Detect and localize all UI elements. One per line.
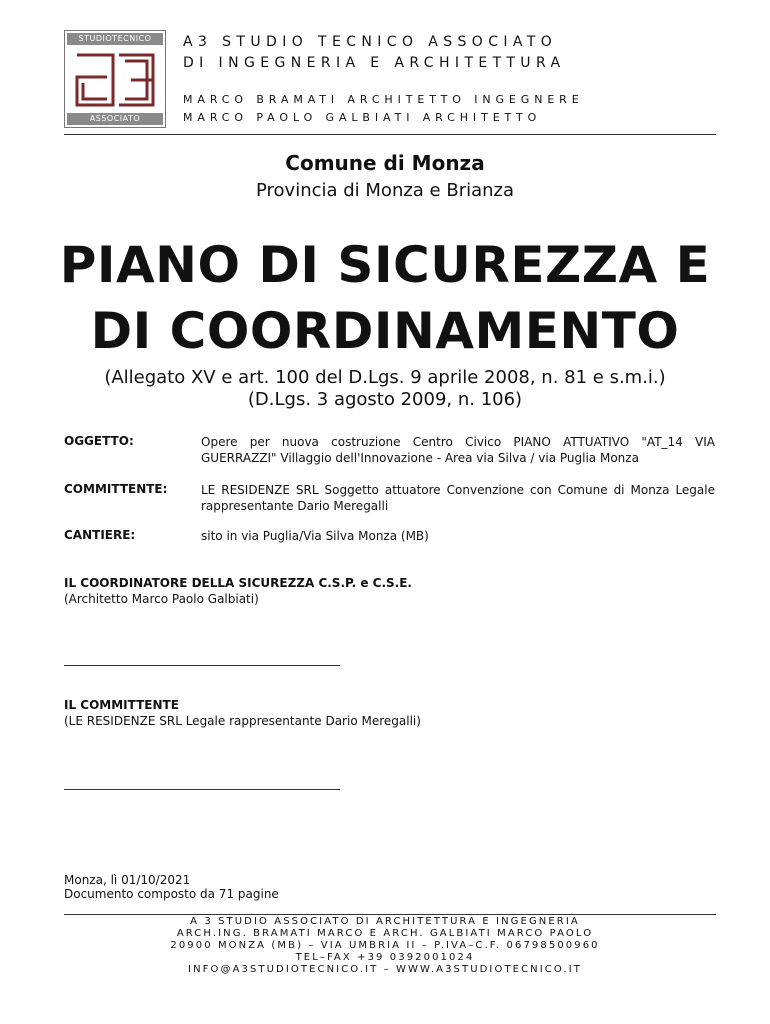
client-signature-line (64, 788, 340, 790)
footer-line-1: A 3 STUDIO ASSOCIATO DI ARCHITETTURA E INGEGNERIA (190, 916, 580, 927)
page-count: Documento composto da 71 pagine (64, 887, 279, 901)
studio-logo (64, 30, 166, 128)
client-name: (LE RESIDENZE SRL Legale rappresentante Dario Meregalli) (64, 714, 421, 728)
committente-value: LE RESIDENZE SRL Soggetto attuatore Convenzione con Comune di Monza Legale rappresentante Dario Meregalli (201, 483, 715, 513)
oggetto-label: OGGETTO: (64, 434, 134, 448)
coordinator-signature-line (64, 664, 340, 666)
client-title: IL COMMITTENTE (64, 698, 179, 712)
document-title-line1: PIANO DI SICUREZZA E (59, 236, 711, 294)
coordinator-title: IL COORDINATORE DELLA SICUREZZA C.S.P. e C.S.E. (64, 576, 412, 590)
legal-reference-1: (Allegato XV e art. 100 del D.Lgs. 9 aprile 2008, n. 81 e s.m.i.) (104, 367, 666, 388)
footer-line-2: ARCH.ING. BRAMATI MARCO E ARCH. GALBIATI MARCO PAOLO (176, 928, 594, 939)
footer-line-4: TEL–FAX +39 0392001024 (295, 952, 475, 963)
partner-1: MARCO BRAMATI ARCHITETTO INGEGNERE (183, 93, 584, 106)
coordinator-name: (Architetto Marco Paolo Galbiati) (64, 592, 259, 606)
committente-label: COMMITTENTE: (64, 482, 168, 496)
footer-divider (64, 914, 716, 915)
provincia-subtitle: Provincia di Monza e Brianza (255, 180, 515, 201)
studio-name: A3 STUDIO TECNICO ASSOCIATO (183, 34, 558, 50)
logo-top-caption: STUDIOTECNICO (67, 33, 163, 45)
document-title-line2: DI COORDINAMENTO (90, 302, 680, 360)
partner-2: MARCO PAOLO GALBIATI ARCHITETTO (183, 111, 542, 124)
oggetto-value: Opere per nuova costruzione Centro Civico PIANO ATTUATIVO "AT_14 VIA GUERRAZZI" Villaggio dell'Innovazione - Area via Silva / via Puglia Monza (201, 435, 715, 465)
footer-line-3: 20900 MONZA (MB) – VIA UMBRIA II – P.IVA–C.F. 06798500960 (170, 940, 600, 951)
footer-line-5: INFO@A3STUDIOTECNICO.IT – WWW.A3STUDIOTECNICO.IT (188, 964, 582, 975)
a3-logo-mark-icon (69, 47, 161, 113)
header-divider (64, 134, 716, 135)
comune-title: Comune di Monza (285, 151, 485, 175)
cantiere-value: sito in via Puglia/Via Silva Monza (MB) (201, 529, 429, 543)
logo-bottom-caption: ASSOCIATO (67, 113, 163, 125)
studio-specialty: DI INGEGNERIA E ARCHITETTURA (183, 55, 566, 71)
cantiere-label: CANTIERE: (64, 528, 136, 542)
document-date: Monza, lì 01/10/2021 (64, 873, 191, 887)
legal-reference-2: (D.Lgs. 3 agosto 2009, n. 106) (247, 389, 523, 410)
